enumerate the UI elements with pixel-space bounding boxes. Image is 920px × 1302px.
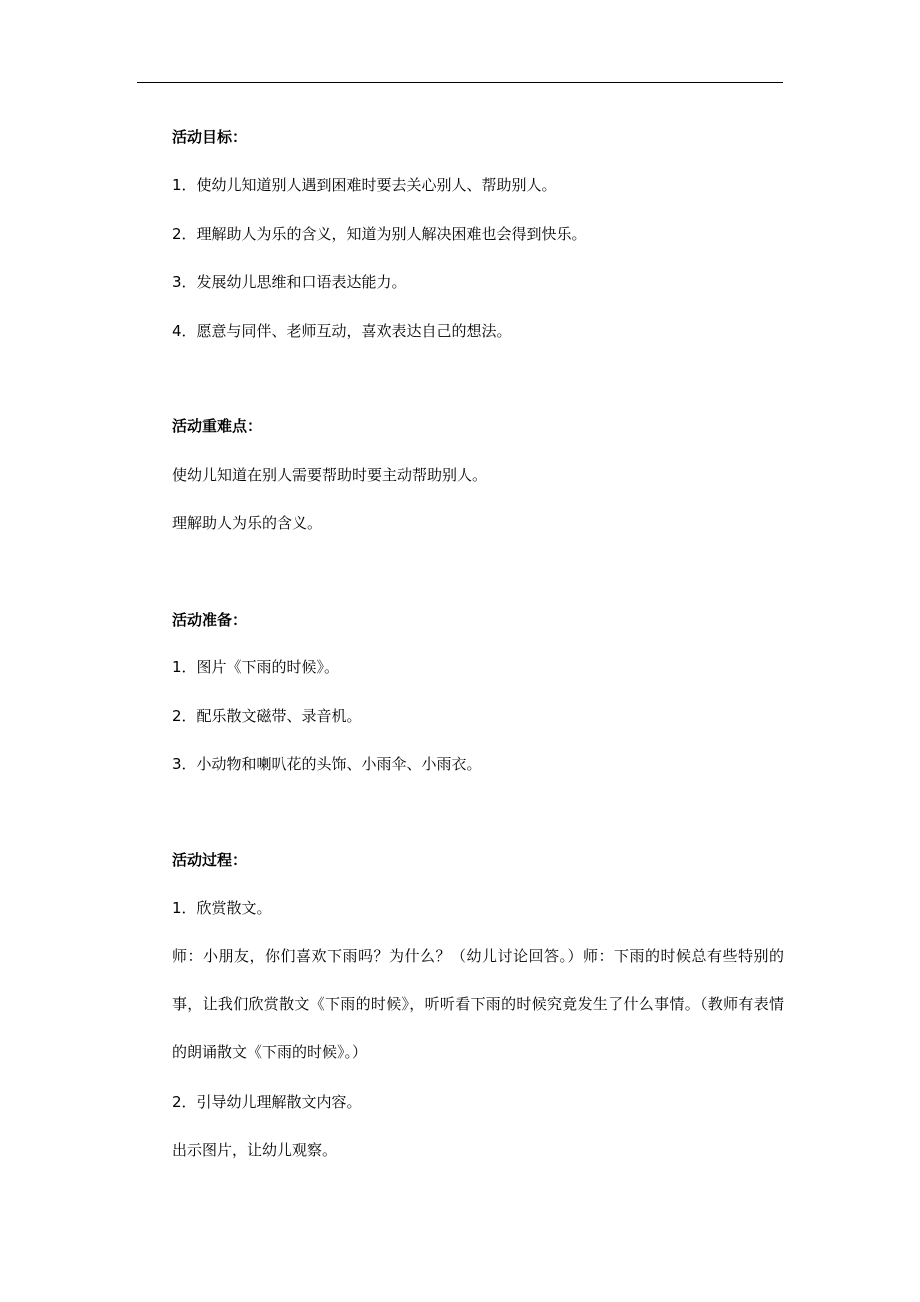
goals-item-2: 2．理解助人为乐的含义，知道为别人解决困难也会得到快乐。 bbox=[172, 225, 587, 243]
process-dialogue: 师：小朋友，你们喜欢下雨吗？为什么？（幼儿讨论回答。）师：下雨的时候总有些特别的事，让我们欣赏散文《下雨的时候》，听听看下雨的时候究竟发生了什么事情。（教师有表情的朗诵散文《下雨的时候》。） bbox=[172, 947, 784, 1061]
preparation-item-2: 2．配乐散文磁带、录音机。 bbox=[172, 707, 362, 725]
process-step-1: 1．欣赏散文。 bbox=[172, 899, 272, 917]
process-step-2-text: 出示图片，让幼儿观察。 bbox=[172, 1141, 338, 1159]
goals-item-3: 3．发展幼儿思维和口语表达能力。 bbox=[172, 273, 407, 291]
preparation-item-3: 3．小动物和喇叭花的头饰、小雨伞、小雨衣。 bbox=[172, 755, 482, 773]
process-step-2: 2．引导幼儿理解散文内容。 bbox=[172, 1093, 362, 1111]
key-points-item-1: 使幼儿知道在别人需要帮助时要主动帮助别人。 bbox=[172, 466, 488, 484]
preparation-heading: 活动准备： bbox=[172, 611, 248, 629]
key-points-heading: 活动重难点： bbox=[172, 417, 263, 435]
goals-item-4: 4．愿意与同伴、老师互动，喜欢表达自己的想法。 bbox=[172, 322, 512, 340]
goals-item-1: 1．使幼儿知道别人遇到困难时要去关心别人、帮助别人。 bbox=[172, 176, 557, 194]
process-heading: 活动过程： bbox=[172, 851, 248, 869]
goals-heading: 活动目标： bbox=[172, 128, 248, 146]
preparation-item-1: 1．图片《下雨的时候》。 bbox=[172, 658, 340, 676]
header-rule bbox=[137, 82, 783, 83]
key-points-item-2: 理解助人为乐的含义。 bbox=[172, 514, 323, 532]
